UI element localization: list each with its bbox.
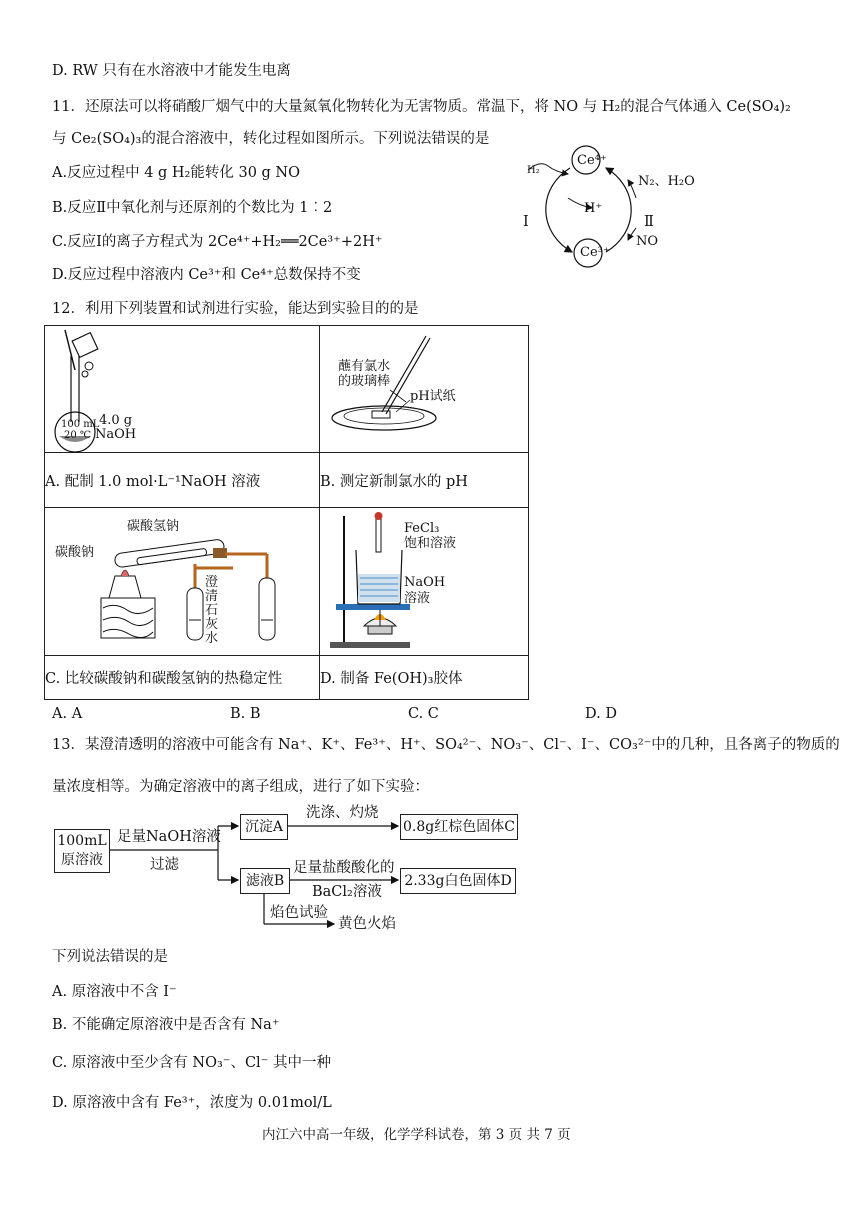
ce-cycle-diagram: [510, 140, 710, 275]
naoh-label-2: 溶液: [404, 591, 431, 606]
q13-option-a: A. 原溶液中不含 I⁻: [52, 984, 177, 1000]
rod-label-2: 的玻璃棒: [338, 374, 391, 389]
q12-choice-a: A. A: [52, 706, 83, 722]
solid-c-box: 0.8g红棕色固体C: [400, 814, 518, 840]
q11-option-b: B.反应Ⅱ中氧化剂与还原剂的个数比为 1︰2: [52, 200, 333, 216]
rod-label-1: 蘸有氯水: [338, 359, 391, 374]
flame-result: 黄色火焰: [338, 916, 396, 932]
fecl3-label-1: FeCl₃: [404, 521, 440, 536]
q13-stem-line1: 13．某澄清透明的溶液中可能含有 Na⁺、K⁺、Fe³⁺、H⁺、SO₄²⁻、NO₃⁻、Cl⁻、I⁻、CO₃²⁻中的几种，且各离子的物质的: [52, 737, 840, 753]
cell-a-figure: [45, 326, 320, 453]
no-label: NO: [636, 234, 659, 249]
cell-b-label: B. 测定新制氯水的 pH: [320, 453, 529, 508]
cell-c-figure: [45, 508, 320, 656]
cell-c-label: C. 比较碳酸钠和碳酸氢钠的热稳定性: [45, 656, 320, 700]
na2co3-label: 碳酸钠: [55, 545, 95, 560]
step1-reagent: 足量NaOH溶液: [117, 829, 221, 845]
cell-d-figure: [320, 508, 529, 656]
cell-b-figure: [320, 326, 529, 453]
limewater-char-3: 石: [205, 603, 219, 618]
nahco3-label: 碳酸氢钠: [127, 519, 180, 534]
limewater-char-2: 清: [205, 589, 219, 604]
start-box: [54, 829, 110, 873]
start-box-line1: 100mL: [57, 833, 107, 849]
cell-a-label: A. 配制 1.0 mol·L⁻¹NaOH 溶液: [45, 453, 320, 508]
q12-choice-b: B. B: [230, 706, 261, 722]
solid-d-box: 2.33g白色固体D: [400, 868, 516, 894]
thermal-stability-figure: [45, 508, 319, 656]
products-label: N₂、H₂O: [638, 174, 695, 189]
naoh-reagent: NaOH: [95, 427, 137, 442]
ce3-label: Ce³⁺: [580, 245, 610, 260]
start-box-line2: 原溶液: [61, 852, 103, 868]
q13-option-d: D. 原溶液中含有 Fe³⁺，浓度为 0.01mol/L: [52, 1095, 332, 1111]
step2-label: Ⅱ: [644, 214, 654, 230]
limewater-char-4: 灰: [205, 617, 219, 632]
flask-volume: 100 mL: [61, 419, 100, 430]
q12-choice-c: C. C: [408, 706, 439, 722]
page-footer: 内江六中高一年级，化学学科试卷，第 3 页 共 7 页: [262, 1127, 571, 1143]
q13-option-c: C. 原溶液中至少含有 NO₃⁻、Cl⁻ 其中一种: [52, 1055, 331, 1071]
naoh-label-1: NaOH: [404, 575, 446, 590]
flame-test: 焰色试验: [270, 905, 328, 921]
q11-stem-line1: 11．还原法可以将硝酸厂烟气中的大量氮氧化物转化为无害物质。常温下，将 NO 与 H₂的混合气体通入 Ce(SO₄)₂: [52, 99, 791, 115]
step1-label: Ⅰ: [523, 214, 529, 230]
q12-choice-d: D. D: [585, 706, 617, 722]
q11-option-a: A.反应过程中 4 g H₂能转化 30 g NO: [52, 165, 301, 181]
limewater-char-5: 水: [205, 631, 219, 646]
limewater-char-1: 澄: [205, 575, 219, 590]
q12-stem: 12．利用下列装置和试剂进行实验，能达到实验目的的是: [52, 301, 419, 317]
q13-prompt: 下列说法错误的是: [52, 949, 168, 965]
h2-label: H₂: [527, 165, 540, 176]
ce4-label: Ce⁴⁺: [577, 153, 607, 168]
q11-option-d: D.反应过程中溶液内 Ce³⁺和 Ce⁴⁺总数保持不变: [52, 267, 361, 283]
ph-paper-label: pH试纸: [410, 389, 456, 404]
acid-reagent-1: 足量盐酸酸化的: [293, 860, 395, 876]
q11-stem-line2: 与 Ce₂(SO₄)₃的混合溶液中，转化过程如图所示。下列说法错误的是: [52, 131, 490, 147]
q13-option-b: B. 不能确定原溶液中是否含有 Na⁺: [52, 1017, 280, 1033]
prev-question-option-d: D. RW 只有在水溶液中才能发生电离: [52, 63, 291, 79]
q11-option-c: C.反应Ⅰ的离子方程式为 2Ce⁴⁺+H₂══2Ce³⁺+2H⁺: [52, 234, 383, 250]
flask-temp: 20 ℃: [64, 430, 92, 441]
filtrate-b-box: 滤液B: [240, 868, 290, 894]
precip-a-box: 沉淀A: [240, 814, 288, 840]
apparatus-table: [44, 325, 529, 700]
fecl3-label-2: 饱和溶液: [404, 536, 457, 551]
step1-filter: 过滤: [150, 857, 179, 873]
acid-reagent-2: BaCl₂溶液: [312, 884, 382, 900]
q13-stem-line2: 量浓度相等。为确定溶液中的离子组成，进行了如下实验：: [52, 779, 429, 795]
wash-calcine: 洗涤、灼烧: [306, 805, 379, 821]
hplus-label: H⁺: [584, 201, 603, 216]
cell-d-label: D. 制备 Fe(OH)₃胶体: [320, 656, 529, 700]
naoh-mass: 4.0 g: [99, 413, 133, 428]
